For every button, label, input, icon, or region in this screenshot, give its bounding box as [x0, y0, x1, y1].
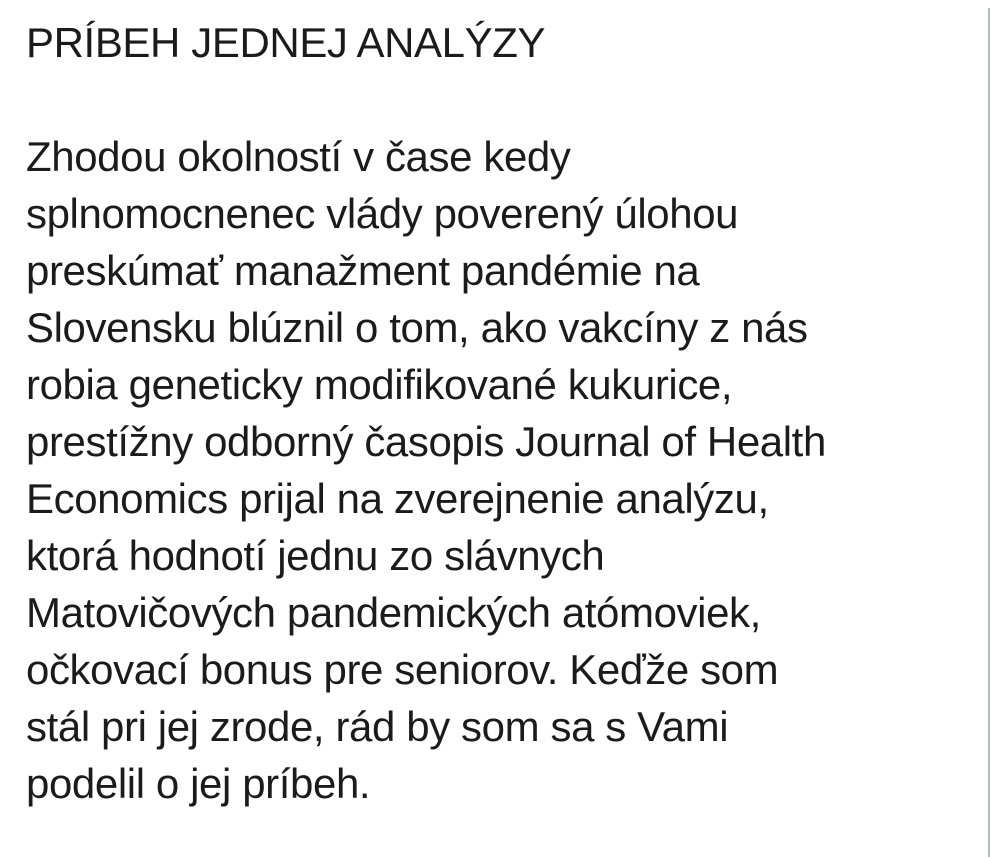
paragraph-spacer: [26, 71, 974, 128]
text-line: podelil o jej príbeh.: [26, 760, 371, 807]
text-line: stál pri jej zrode, rád by som sa s Vami: [26, 703, 729, 750]
text-line: splnomocnenec vlády poverený úlohou: [26, 190, 739, 237]
text-line: preskúmať manažment pandémie na: [26, 247, 700, 294]
right-edge-divider-line: [988, 8, 990, 857]
article-title: PRÍBEH JEDNEJ ANALÝZY: [26, 19, 546, 66]
text-line: robia geneticky modifikované kukurice,: [26, 361, 733, 408]
text-line: Zhodou okolností v čase kedy: [26, 133, 571, 180]
text-line: Slovensku blúznil o tom, ako vakcíny z nás: [26, 304, 808, 351]
text-line: Matovičových pandemických atómoviek,: [26, 589, 761, 636]
text-line: Economics prijal na zverejnenie analýzu,: [26, 475, 769, 522]
article-text-block: [26, 14, 974, 812]
text-line: ktorá hodnotí jednu zo slávnych: [26, 532, 605, 579]
text-line: prestížny odborný časopis Journal of Health: [26, 418, 826, 465]
text-line: očkovací bonus pre seniorov. Keďže som: [26, 646, 779, 693]
